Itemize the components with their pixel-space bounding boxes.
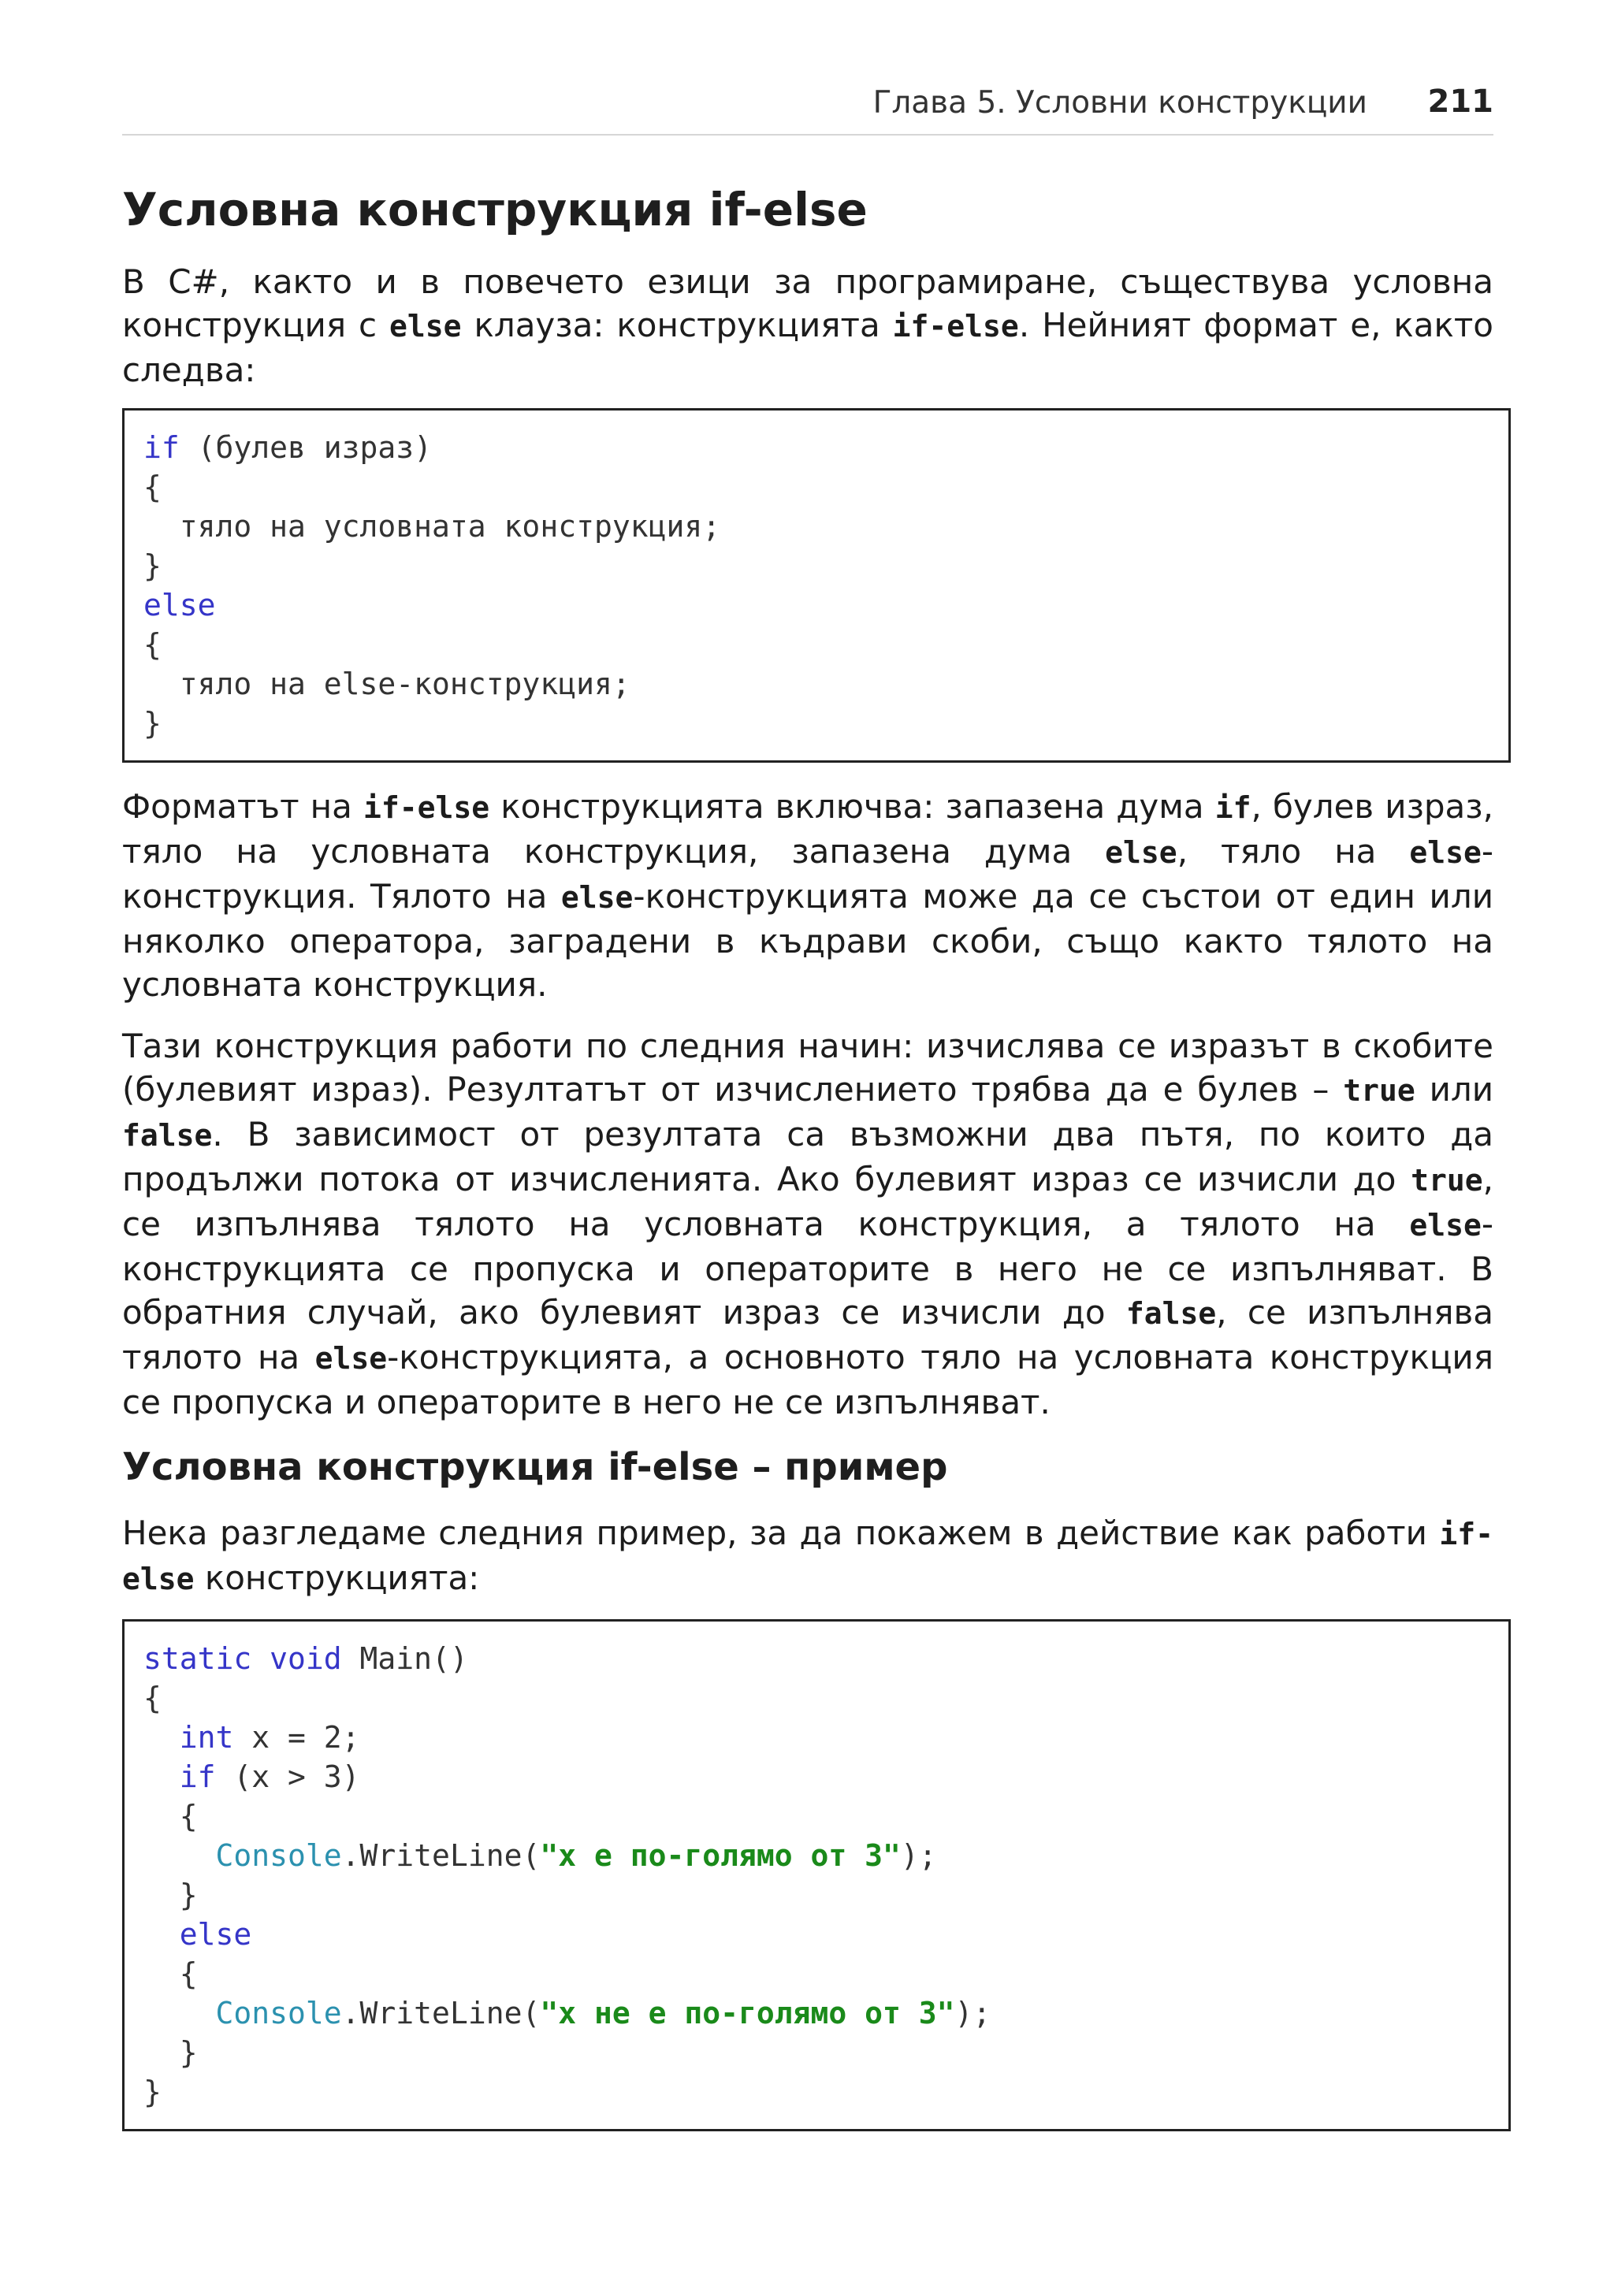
code-line: }: [143, 548, 162, 583]
text-run: или: [1415, 1070, 1494, 1109]
code-indent: [143, 1720, 180, 1755]
inline-code: if-else: [363, 790, 490, 825]
page-number: 211: [1427, 84, 1493, 120]
code-line: [143, 1993, 1489, 2033]
inline-code: else: [1409, 1208, 1482, 1243]
text-run: Тази конструкция работи по следния начин: изчислява се изразът в скобите (булевият израз). Резултатът от изчислението трябва да е булев –: [122, 1027, 1493, 1109]
code-keyword: else: [143, 588, 216, 622]
inline-code: if-else: [122, 1517, 1493, 1596]
text-run: , тяло на: [1177, 832, 1410, 871]
code-type: Console: [215, 1838, 342, 1873]
code-line: {: [143, 627, 162, 662]
code-line: [143, 1718, 1489, 1757]
text-run: . Нейният формат е, както следва:: [122, 306, 1493, 389]
format-paragraph: [122, 785, 1493, 1006]
text-run: конструкцията включва: запазена дума: [489, 787, 1215, 826]
text-run: -конструкцията, а основното тяло на условната конструкция се пропуска и операторите в него не се изпълняват.: [122, 1338, 1493, 1421]
inline-code: true: [1343, 1073, 1415, 1108]
intro-paragraph: [122, 260, 1493, 392]
text-run: . В зависимост от резултата са възможни два пътя, по които да продължи потока от изчисленията. Ако булевият израз се изчисли до: [122, 1115, 1493, 1198]
code-text: (булев израз): [179, 430, 433, 465]
code-indent: [143, 1996, 216, 2030]
code-indent: [143, 1917, 180, 1952]
code-line: [143, 1915, 1489, 1954]
code-keyword: if: [143, 430, 180, 465]
code-line: тяло на условната конструкция;: [143, 509, 721, 544]
code-type: Console: [215, 1996, 342, 2030]
code-text: .WriteLine(: [341, 1838, 541, 1873]
code-text: );: [954, 1996, 991, 2030]
text-run: -конструкция. Тялото на: [122, 832, 1493, 916]
text-run: , се изпълнява тялото на: [122, 1293, 1493, 1376]
code-text: x = 2;: [233, 1720, 360, 1755]
text-run: -конструкцията може да се състои от един или няколко оператора, заградени в къдрави скоби, също както тялото на условната конструкция.: [122, 877, 1493, 1004]
code-keyword: static void: [143, 1641, 342, 1676]
inline-code: else: [1105, 835, 1177, 870]
example-intro-paragraph: [122, 1511, 1493, 1601]
text-run: клауза: конструкцията: [461, 306, 893, 344]
code-line: {: [143, 1681, 162, 1715]
inline-code: false: [1125, 1296, 1217, 1331]
inline-code: else: [1409, 835, 1482, 870]
text-run: , се изпълнява тялото на условната конструкция, а тялото на: [122, 1160, 1493, 1243]
text-run: конструкцията:: [194, 1559, 480, 1597]
inline-code: else: [560, 880, 634, 915]
section-title: Условна конструкция if-else: [122, 183, 868, 236]
code-line: [143, 585, 1489, 625]
code-text: );: [900, 1838, 937, 1873]
inline-code: if-else: [892, 309, 1019, 344]
code-line: [143, 428, 1489, 467]
text-run: В C#, както и в повечето езици за програмиране, съществува условна конструкция с: [122, 262, 1493, 344]
code-block-syntax: [122, 408, 1511, 763]
code-line: {: [143, 470, 162, 504]
inline-code: false: [122, 1118, 213, 1153]
code-string: "x е по-голямо от 3": [540, 1838, 901, 1873]
text-run: -конструкцията се пропуска и операторите в него не се изпълняват. В обратния случай, ако булевият израз се изчисли до: [122, 1205, 1493, 1332]
explanation-paragraph: [122, 1024, 1493, 1424]
inline-code: else: [314, 1341, 388, 1376]
code-line: {: [143, 1799, 198, 1833]
code-line: {: [143, 1956, 198, 1991]
code-line: [143, 1639, 1489, 1678]
example-title: Условна конструкция if-else – пример: [122, 1445, 948, 1489]
code-keyword: int: [179, 1720, 234, 1755]
running-header: [122, 80, 1493, 136]
text-run: Форматът на: [122, 787, 363, 826]
code-block-example: [122, 1619, 1511, 2131]
code-line: }: [143, 2035, 198, 2070]
chapter-title: Глава 5. Условни конструкции: [872, 85, 1367, 121]
code-line: }: [143, 706, 162, 741]
code-indent: [143, 1838, 216, 1873]
code-line: }: [143, 1878, 198, 1912]
code-keyword: else: [179, 1917, 252, 1952]
inline-code: true: [1411, 1163, 1483, 1198]
inline-code: if: [1214, 790, 1251, 825]
text-run: Нека разгледаме следния пример, за да покажем в действие как работи: [122, 1514, 1440, 1552]
code-text: (x > 3): [215, 1759, 360, 1794]
code-line: тяло на else-конструкция;: [143, 667, 630, 701]
code-indent: [143, 1759, 180, 1794]
code-line: [143, 1836, 1489, 1875]
code-text: Main(): [341, 1641, 468, 1676]
text-run: , булев израз, тяло на условната конструкция, запазена дума: [122, 787, 1493, 871]
code-text: .WriteLine(: [341, 1996, 541, 2030]
code-line: [143, 1757, 1489, 1796]
code-keyword: if: [179, 1759, 216, 1794]
code-string: "x не е по-голямо от 3": [540, 1996, 955, 2030]
inline-code: else: [389, 309, 462, 344]
code-line: }: [143, 2075, 162, 2109]
